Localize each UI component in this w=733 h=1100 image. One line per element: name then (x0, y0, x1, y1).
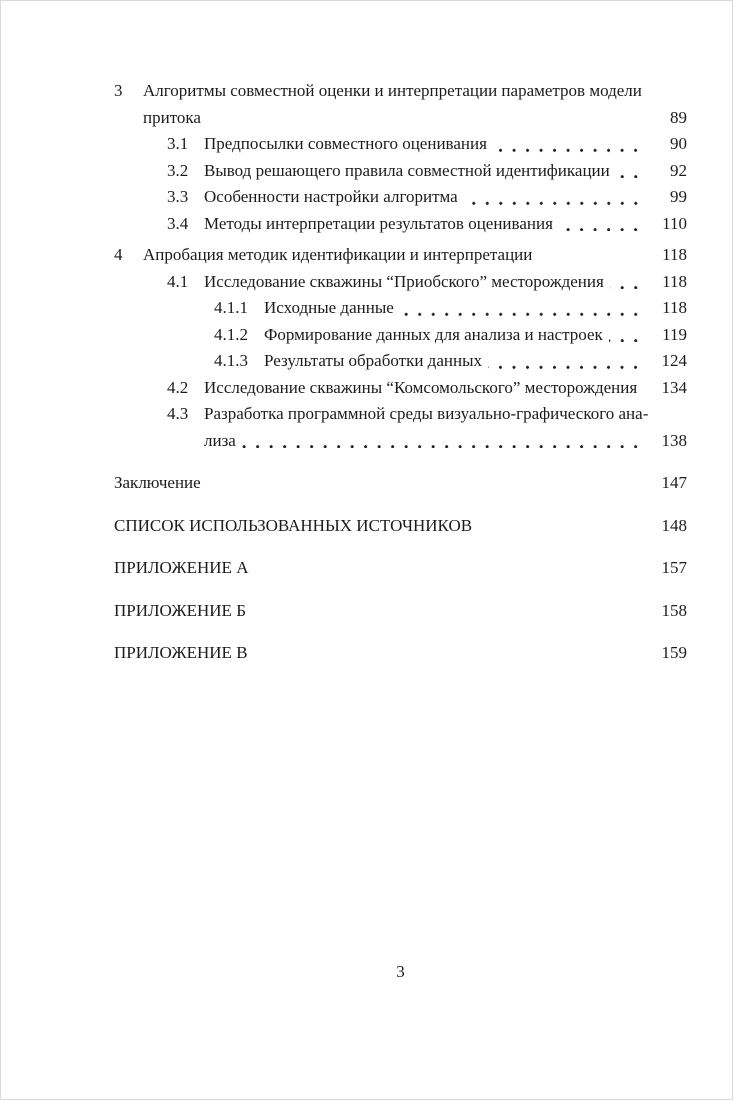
entry-number: 4.3 (167, 404, 189, 423)
entry-number: 3.4 (167, 213, 189, 233)
dot-leader (464, 184, 643, 211)
entry-title: Заключение (114, 473, 201, 492)
page-footer (114, 959, 687, 985)
toc-entry-appendix-b (114, 598, 687, 625)
entry-number: 3.3 (167, 187, 189, 206)
entry-title-continued: лиза (204, 430, 236, 450)
entry-number: 4.1.1 (214, 298, 248, 317)
entry-title: ПРИЛОЖЕНИЕ В (114, 643, 248, 662)
toc-entry-3-2 (167, 158, 687, 185)
entry-page: 158 (661, 600, 687, 620)
entry-title: Апробация методик идентификации и интерпретации (143, 245, 533, 264)
toc-entry-3-3 (167, 184, 687, 211)
toc-entry-4-1-2 (214, 322, 687, 349)
entry-page: 159 (661, 643, 687, 662)
entry-page: 92 (670, 160, 687, 180)
entry-page: 118 (662, 245, 687, 264)
entry-number: 3 (114, 81, 123, 100)
dot-leader (616, 158, 643, 185)
entry-title: ПРИЛОЖЕНИЕ А (114, 558, 249, 577)
dot-leader (242, 428, 643, 455)
dot-leader (493, 131, 643, 158)
dot-leader (400, 295, 643, 322)
entry-page: 119 (662, 324, 687, 344)
page-number: 3 (396, 962, 405, 981)
entry-page: 90 (670, 134, 687, 153)
toc-entry-appendix-v (114, 640, 687, 667)
entry-page: 110 (662, 213, 687, 233)
entry-page: 157 (661, 558, 687, 577)
entry-number: 4.1.2 (214, 324, 248, 344)
toc-entry-ch3-continuation (143, 105, 687, 132)
dot-leader (488, 348, 643, 375)
dot-leader (609, 322, 643, 349)
toc-entry-ch3 (114, 78, 687, 105)
entry-title: Разработка программной среды визуально-графического ана- (204, 404, 649, 423)
entry-page: 118 (662, 271, 687, 291)
table-of-contents (114, 78, 687, 667)
entry-number: 3.1 (167, 134, 189, 153)
entry-title: СПИСОК ИСПОЛЬЗОВАННЫХ ИСТОЧНИКОВ (114, 515, 473, 535)
entry-title: Предпосылки совместного оценивания (204, 134, 487, 153)
dot-leader (610, 269, 643, 296)
toc-entry-conclusion (114, 470, 687, 497)
entry-title: Исходные данные (264, 298, 394, 317)
entry-title: Методы интерпретации результатов оценивания (204, 213, 553, 233)
entry-title: Вывод решающего правила совместной идентификации (204, 160, 610, 180)
entry-title: Результаты обработки данных (264, 351, 482, 370)
entry-title: Формирование данных для анализа и настроек (264, 324, 603, 344)
toc-entry-ch4 (114, 242, 687, 269)
entry-number: 4.1 (167, 271, 189, 291)
toc-entry-4-1-3 (214, 348, 687, 375)
toc-entry-4-1 (167, 269, 687, 296)
toc-entry-3-1 (167, 131, 687, 158)
entry-page: 134 (661, 377, 687, 397)
entry-title: Исследование скважины “Приобского” месторождения (204, 271, 604, 291)
entry-page: 99 (670, 187, 687, 206)
entry-page: 147 (661, 473, 687, 492)
toc-entry-3-4 (167, 211, 687, 238)
entry-title: Алгоритмы совместной оценки и интерпретации параметров модели (143, 81, 642, 100)
toc-entry-4-3-continuation (204, 428, 687, 455)
entry-title-continued: притока (143, 107, 201, 127)
toc-entry-4-3 (167, 401, 687, 428)
toc-entry-4-2 (167, 375, 687, 402)
entry-number: 3.2 (167, 160, 189, 180)
entry-page: 148 (661, 515, 687, 535)
entry-number: 4.1.3 (214, 351, 248, 370)
entry-number: 4.2 (167, 377, 189, 397)
entry-page: 89 (670, 107, 687, 127)
toc-entry-4-1-1 (214, 295, 687, 322)
toc-entry-references (114, 513, 687, 540)
entry-page: 138 (661, 430, 687, 450)
dot-leader (559, 211, 643, 238)
toc-entry-appendix-a (114, 555, 687, 582)
entry-page: 118 (662, 298, 687, 317)
entry-title: Исследование скважины “Комсомольского” месторождения (204, 377, 638, 397)
entry-title: ПРИЛОЖЕНИЕ Б (114, 600, 246, 620)
entry-title: Особенности настройки алгоритма (204, 187, 458, 206)
entry-number: 4 (114, 245, 123, 264)
entry-page: 124 (661, 351, 687, 370)
